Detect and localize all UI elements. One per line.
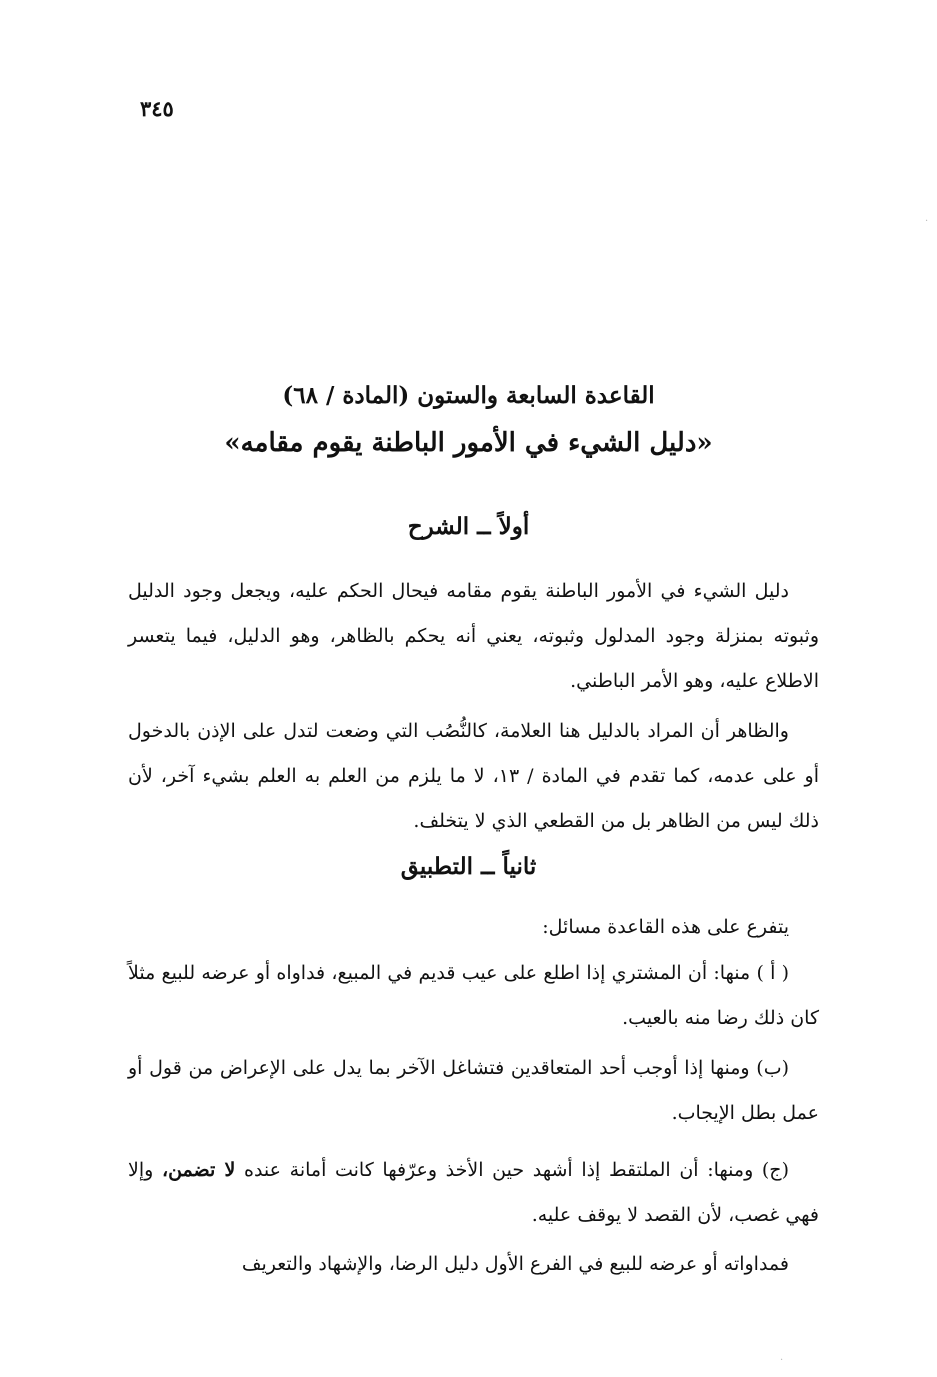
application-closing-line: فمداواته أو عرضه للبيع في الفرع الأول دليل الرضا، والإشهاد والتعريف (241, 1253, 789, 1275)
application-item-b: (ب) ومنها إذا أوجب أحد المتعاقدين فتشاغل الآخر بما يدل على الإعراض من قول أو عمل بطل الإيجاب. (128, 1057, 819, 1124)
explanation-paragraph-2: والظاهر أن المراد بالدليل هنا العلامة، كالنُّصُب التي وضعت لتدل على الإذن بالدخول أو على عدمه، كما تقدم في المادة / ١٣، لا ما يلزم من العلم به العلم بشيء آخر، لأن ذلك ليس من الظاهر بل من القطعي الذي لا يتخلف. (128, 720, 820, 832)
rule-title: القاعدة السابعة والستون (المادة / ٦٨) (282, 382, 655, 409)
page-number: ٣٤٥ (140, 96, 174, 121)
scan-mark-right: · (925, 216, 929, 227)
section-heading-explanation: أولاً ــ الشرح (407, 513, 530, 540)
item-c-rest-text: وإلا فهي غصب، لأن القصد لا يوقف عليه. (128, 1159, 819, 1226)
rule-text: «دليل الشيء في الأمور الباطنة يقوم مقامه» (224, 428, 713, 458)
application-intro: يتفرع على هذه القاعدة مسائل: (542, 916, 789, 938)
scan-mark-bottom: · (780, 1355, 784, 1366)
item-c-main-text: (ج) ومنها: أن الملتقط إذا أشهد حين الأخذ وعرّفها كانت أمانة عنده (235, 1159, 789, 1181)
item-c-bold-text: لا تضمن، (161, 1159, 236, 1181)
section-heading-application: ثانياً ــ التطبيق (400, 853, 537, 880)
application-item-c (128, 1148, 819, 1238)
application-item-a: ( أ ) منها: أن المشتري إذا اطلع على عيب قديم في المبيع، فداواه أو عرضه للبيع مثلاً كان ذلك رضا منه بالعيب. (128, 962, 819, 1029)
explanation-paragraph-1: دليل الشيء في الأمور الباطنة يقوم مقامه فيحال الحكم عليه، ويجعل وجود الدليل وثبوته بمنزلة وجود المدلول وثبوته، يعني أنه يحكم بالظاهر، وهو الدليل، فيما يتعسر الاطلاع عليه، وهو الأمر الباطني. (128, 580, 819, 692)
